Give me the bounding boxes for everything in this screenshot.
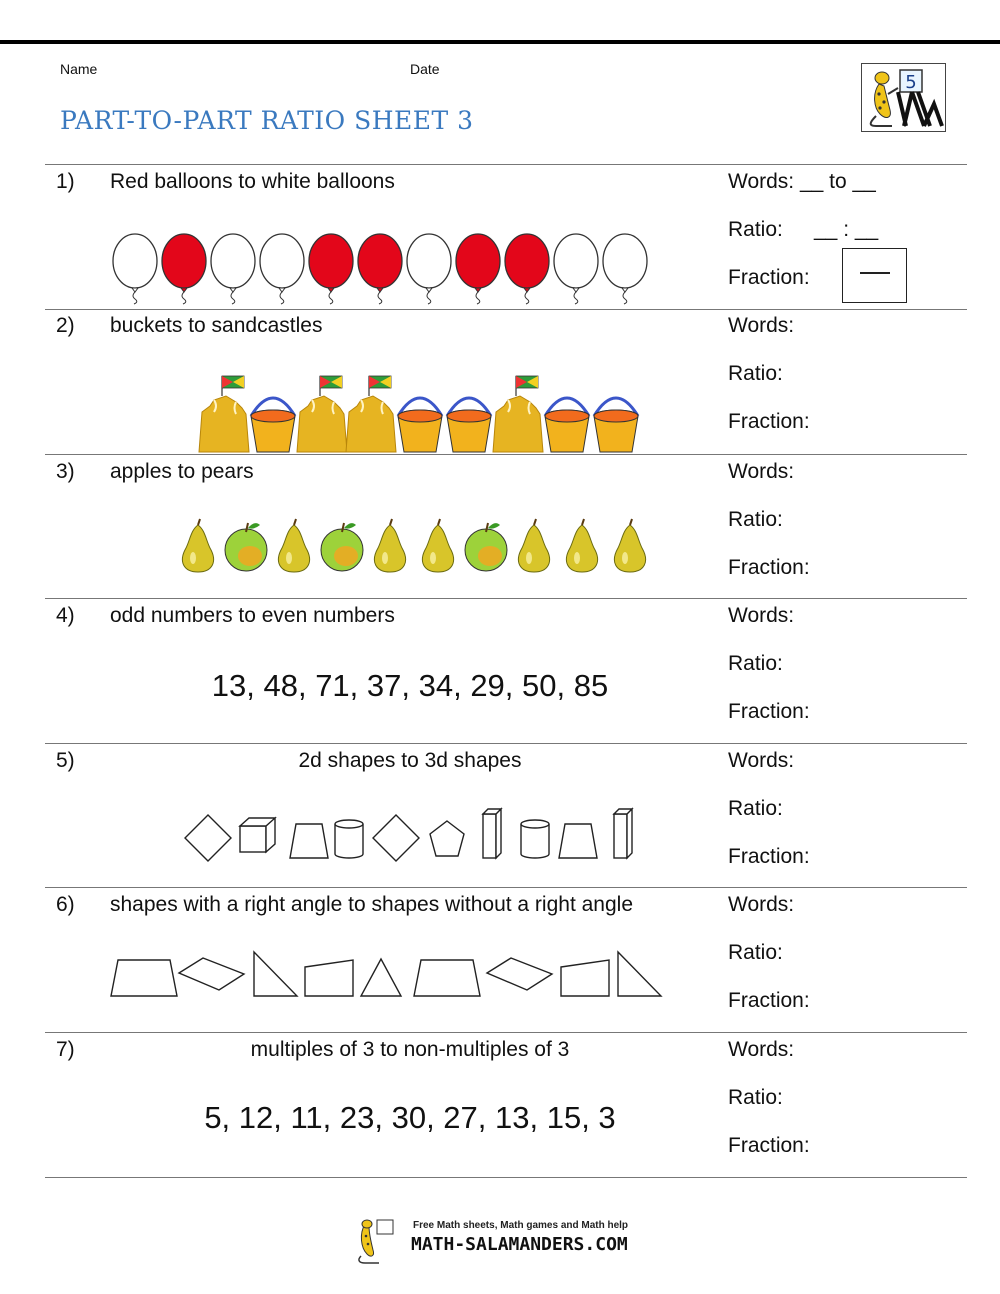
- footer-site[interactable]: MATH-SALAMANDERS.COM: [411, 1234, 628, 1255]
- question-number: 7): [56, 1038, 75, 1061]
- question-text: multiples of 3 to non-multiples of 3: [250, 1038, 570, 1061]
- date-label: Date: [410, 61, 440, 77]
- fraction-label: Fraction:: [728, 989, 810, 1012]
- fraction-label: Fraction:: [728, 556, 810, 579]
- fraction-label: Fraction:: [728, 1134, 810, 1157]
- question-text: buckets to sandcastles: [110, 314, 323, 337]
- question-text: Red balloons to white balloons: [110, 170, 395, 193]
- words-label: Words:: [728, 749, 795, 772]
- words-answer-example: Words: __ to __: [728, 170, 876, 193]
- question-text: odd numbers to even numbers: [110, 604, 395, 627]
- ratio-label: Ratio:: [728, 362, 783, 385]
- words-label: Words:: [728, 314, 795, 337]
- page-title: PART-TO-PART RATIO SHEET 3: [60, 106, 474, 135]
- question-text: apples to pears: [110, 460, 254, 483]
- words-label: Words:: [728, 460, 795, 483]
- ratio-label: Ratio:: [728, 941, 783, 964]
- ratio-label: Ratio:: [728, 652, 783, 675]
- ratio-label: Ratio:: [728, 797, 783, 820]
- number-sequence: 5, 12, 11, 23, 30, 27, 13, 15, 3: [204, 1100, 616, 1135]
- ratio-answer-example: __ : __: [814, 218, 879, 241]
- fraction-label: Fraction:: [728, 845, 810, 868]
- question-text: shapes with a right angle to shapes without a right angle: [110, 893, 634, 916]
- question-number: 5): [56, 749, 75, 772]
- ratio-label: Ratio:: [728, 1086, 783, 1109]
- question-number: 1): [56, 170, 75, 193]
- fraction-bar: [860, 272, 890, 274]
- question-number: 6): [56, 893, 75, 916]
- logo-number: 5: [905, 72, 917, 93]
- fraction-answer-box[interactable]: [842, 248, 907, 303]
- fraction-label: Fraction:: [728, 700, 810, 723]
- ratio-label: Ratio:: [728, 508, 783, 531]
- words-label: Words:: [728, 604, 795, 627]
- question-number: 3): [56, 460, 75, 483]
- fraction-label: Fraction:: [728, 410, 810, 433]
- footer-tagline: Free Math sheets, Math games and Math help: [413, 1220, 629, 1231]
- fraction-label: Fraction:: [728, 266, 810, 289]
- number-sequence: 13, 48, 71, 37, 34, 29, 50, 85: [211, 668, 609, 703]
- footer-logo[interactable]: [355, 1218, 645, 1264]
- question-number: 4): [56, 604, 75, 627]
- salamander-icon: [355, 1218, 405, 1264]
- words-label: Words:: [728, 893, 795, 916]
- question-text: 2d shapes to 3d shapes: [298, 749, 522, 772]
- words-label: Words:: [728, 1038, 795, 1061]
- ratio-label: Ratio:: [728, 218, 783, 241]
- name-label: Name: [60, 61, 98, 77]
- question-number: 2): [56, 314, 75, 337]
